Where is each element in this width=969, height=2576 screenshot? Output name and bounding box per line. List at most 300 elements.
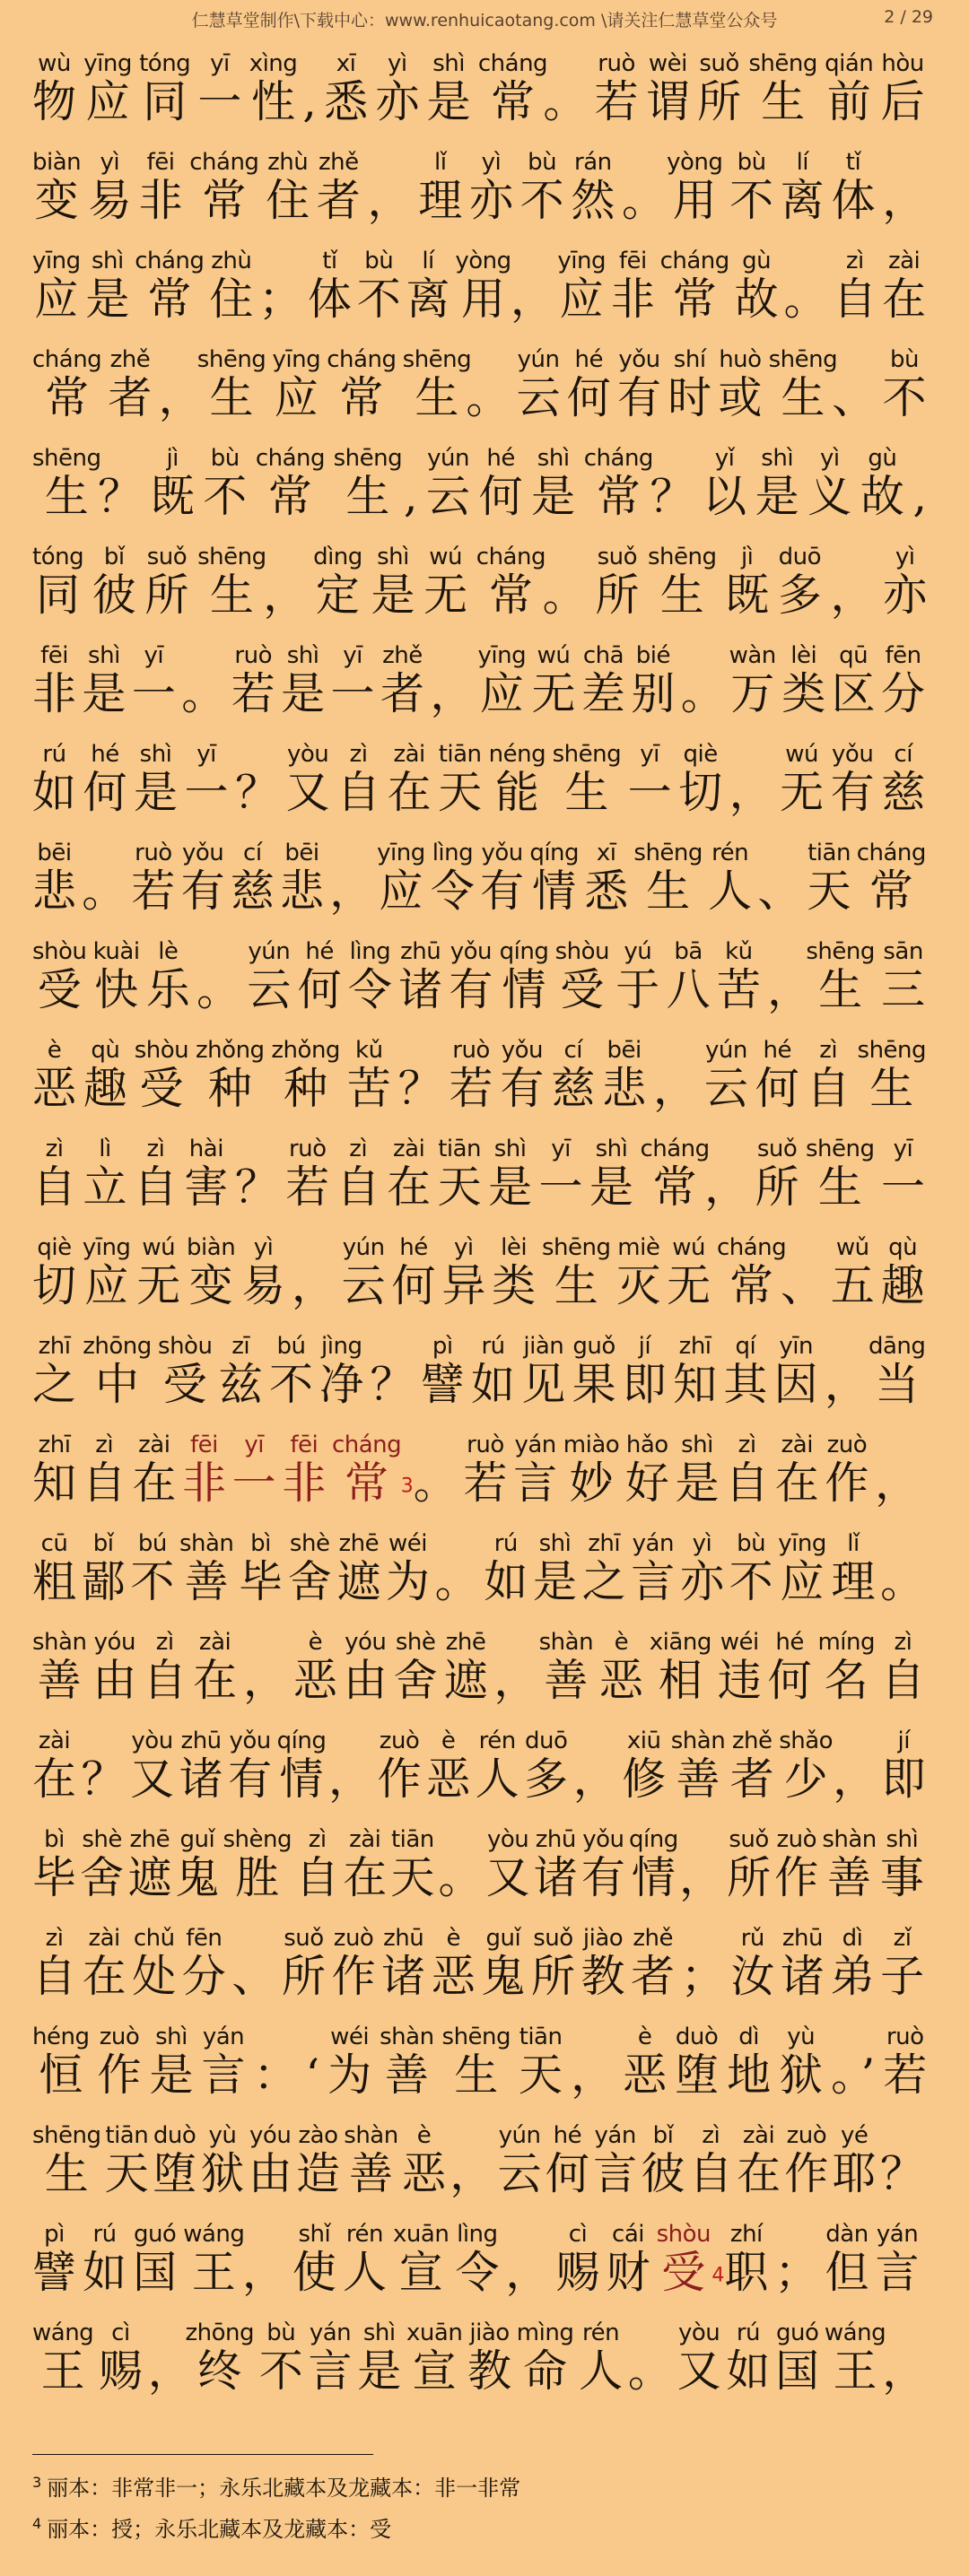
hanzi-char: 不bù: [519, 149, 564, 226]
footnote: [32, 2506, 520, 2547]
hanzi-char: 王wáng: [32, 2319, 94, 2397]
hanzi-char: 常cháng: [331, 1432, 402, 1509]
pinyin: wéi: [717, 1629, 762, 1656]
hanzi-char: 在zài: [387, 1136, 432, 1213]
hanzi-char: 教jiào: [467, 2319, 512, 2397]
hanzi-char: 有yǒu: [616, 346, 661, 423]
pinyin: yù: [779, 2023, 824, 2050]
pinyin: shòu: [158, 1333, 213, 1360]
pinyin: fēi: [181, 1432, 226, 1458]
hanzi-char: 情qíng: [529, 840, 580, 917]
hanzi-char: 应yīng: [32, 248, 81, 325]
pinyin: cháng: [189, 149, 259, 176]
hanzi-char: 常cháng: [640, 1136, 710, 1213]
footnote-number: 3: [32, 2474, 42, 2491]
pinyin: shì: [357, 2319, 402, 2346]
punctuation: ，: [158, 372, 203, 423]
pinyin: shēng: [633, 840, 703, 866]
pinyin: bā: [666, 938, 711, 965]
pinyin: tiān: [438, 741, 483, 768]
hanzi-char: 住zhù: [209, 248, 254, 325]
pinyin: tiān: [807, 840, 851, 866]
pinyin: fēi: [32, 642, 76, 669]
hanzi-char: 区qū: [831, 642, 876, 719]
pinyin: yì: [375, 50, 420, 77]
pinyin: rán: [571, 149, 615, 176]
hanzi-char: 无wú: [667, 1234, 711, 1311]
pinyin: shēng: [805, 1136, 875, 1162]
hanzi-char: 三sān: [881, 938, 926, 1015]
pinyin: zì: [880, 1629, 925, 1656]
pinyin: zhǒng: [271, 1037, 340, 1064]
text-line: [32, 135, 947, 233]
pinyin: suǒ: [697, 50, 742, 77]
pinyin: shì: [755, 445, 799, 472]
pinyin: yì: [808, 445, 852, 472]
hanzi-char: 悉xī: [324, 50, 369, 127]
pinyin: lí: [406, 248, 450, 274]
pinyin: shēng: [768, 346, 838, 373]
pinyin: bú: [268, 1333, 313, 1360]
pinyin: cū: [32, 1530, 76, 1557]
pinyin: bù: [882, 346, 927, 373]
pinyin: yòng: [667, 149, 723, 176]
pinyin: shàn: [344, 2122, 398, 2149]
hanzi-char: 是shì: [531, 445, 576, 522]
pinyin: wáng: [824, 2319, 886, 2346]
pinyin: shēng: [748, 50, 817, 77]
punctuation: 。: [543, 76, 588, 127]
punctuation: ；: [774, 2247, 819, 2298]
pinyin: cháng: [135, 248, 205, 274]
pinyin: duò: [153, 2122, 197, 2149]
punctuation: ，: [450, 2148, 494, 2199]
hanzi-char: 常cháng: [583, 445, 653, 522]
pinyin: shì: [149, 2023, 194, 2050]
punctuation: ，: [704, 1162, 749, 1213]
pinyin: shì: [134, 741, 179, 768]
pinyin: qū: [831, 642, 876, 669]
pinyin: zhū: [533, 1826, 578, 1853]
hanzi-char: 有yǒu: [228, 1727, 273, 1805]
hanzi-char: 狱yù: [200, 2122, 245, 2199]
pinyin: rú: [32, 741, 77, 768]
pinyin: rú: [484, 1530, 528, 1557]
hanzi-char: 胜shèng: [223, 1826, 292, 1903]
pinyin: kǔ: [346, 1037, 391, 1064]
pinyin: rén: [708, 840, 753, 866]
hanzi-char: 毕bì: [239, 1530, 284, 1607]
pinyin: shēng: [806, 938, 875, 965]
pinyin: shǐ: [292, 2221, 336, 2248]
text-line: [32, 1614, 947, 1713]
hanzi-char: 是shì: [675, 1432, 720, 1509]
punctuation: ，: [571, 2049, 615, 2101]
text-line: [32, 727, 947, 825]
hanzi-char: 一yī: [131, 642, 176, 719]
pinyin: fēi: [138, 149, 183, 176]
hanzi-char: 是shì: [488, 1136, 533, 1213]
pinyin: hé: [83, 741, 127, 768]
pinyin: zhù: [266, 149, 310, 176]
hanzi-char: 诸zhū: [533, 1826, 578, 1903]
hanzi-char: 不bù: [729, 1530, 773, 1607]
punctuation: ，: [241, 2247, 286, 2298]
pinyin: ruò: [463, 1432, 508, 1458]
hanzi-char: 堕duò: [153, 2122, 197, 2199]
hanzi-char: 应yīng: [83, 50, 132, 127]
punctuation: ，: [263, 570, 308, 621]
pinyin: jí: [622, 1333, 667, 1360]
pinyin: yún: [703, 1037, 748, 1064]
pinyin: shēng: [196, 346, 266, 373]
pinyin: yún: [426, 445, 471, 472]
hanzi-char: 造zào: [295, 2122, 340, 2199]
pinyin: zhī: [32, 1333, 77, 1360]
hanzi-char: 狱yù: [779, 2023, 824, 2101]
pinyin: qíng: [629, 1826, 678, 1853]
hanzi-char: 一yī: [184, 741, 229, 818]
pinyin: yì: [241, 1234, 285, 1261]
punctuation: ：: [253, 2049, 298, 2101]
hanzi-char: 八bā: [666, 938, 711, 1015]
pinyin: yīng: [83, 50, 132, 77]
hanzi-char: 分fēn: [181, 1925, 226, 2002]
hanzi-char: 自zì: [143, 1629, 188, 1706]
pinyin: yǒu: [581, 1826, 625, 1853]
pinyin: bēi: [602, 1037, 647, 1064]
hanzi-char: 非fēi: [32, 642, 77, 719]
hanzi-char: 云yún: [247, 938, 292, 1015]
pinyin: shàn: [179, 1530, 234, 1557]
hanzi-char: 若ruò: [463, 1432, 508, 1509]
pinyin: zhù: [209, 248, 254, 274]
pinyin: cí: [551, 1037, 596, 1064]
hanzi-char: 子zǐ: [880, 1925, 925, 2002]
text-line: [32, 1023, 947, 1121]
pinyin: ruò: [594, 50, 639, 77]
hanzi-char: 教jiào: [581, 1925, 625, 2002]
pinyin: yòu: [285, 741, 330, 768]
hanzi-char: 云yún: [703, 1037, 748, 1114]
hanzi-char: 是shì: [281, 642, 326, 719]
pinyin: yī: [330, 642, 375, 669]
punctuation: 。: [627, 2345, 672, 2397]
hanzi-char: 受shòu: [134, 1037, 189, 1114]
pinyin: zài: [387, 1136, 432, 1162]
hanzi-char: 耶yé: [832, 2122, 877, 2199]
pinyin: bǐ: [81, 1530, 126, 1557]
hanzi-char: 在zài: [882, 248, 927, 325]
pinyin: zài: [737, 2122, 781, 2149]
hanzi-char: 自zì: [32, 1136, 77, 1213]
pinyin: fēi: [282, 1432, 327, 1458]
punctuation: ？: [879, 2148, 924, 2199]
hanzi-char: 善shàn: [538, 1629, 594, 1706]
hanzi-char: 恶è: [431, 1925, 476, 2002]
pinyin: yóu: [92, 1629, 137, 1656]
hanzi-char: 如rú: [471, 1333, 516, 1410]
pinyin: chā: [581, 642, 625, 669]
hanzi-char: 鬼guǐ: [175, 1826, 220, 1903]
hanzi-char: 人rén: [342, 2221, 387, 2298]
pinyin: zì: [336, 741, 381, 768]
pinyin: yán: [593, 2122, 638, 2149]
pinyin: qíng: [276, 1727, 327, 1754]
hanzi-char: 受shòu: [656, 2221, 711, 2298]
pinyin: shàn: [538, 1629, 594, 1656]
hanzi-char: 譬pì: [32, 2221, 77, 2298]
pinyin: cháng: [255, 445, 326, 472]
hanzi-char: 恶è: [623, 2023, 668, 2101]
hanzi-char: 亦yì: [468, 149, 513, 226]
pinyin: hé: [767, 1629, 812, 1656]
pinyin: yī: [197, 50, 242, 77]
hanzi-char: 堕duò: [675, 2023, 720, 2101]
punctuation: ，: [729, 767, 773, 818]
pinyin: yì: [441, 1234, 486, 1261]
hanzi-char: 若ruò: [883, 2023, 928, 2101]
hanzi-char: 善shàn: [822, 1826, 877, 1903]
hanzi-char: 相xiāng: [649, 1629, 711, 1706]
hanzi-char: 云yún: [497, 2122, 542, 2199]
hanzi-char: 住zhù: [266, 149, 310, 226]
pinyin: lì: [83, 1136, 127, 1162]
hanzi-char: 恶è: [598, 1629, 643, 1706]
pinyin: zhě: [729, 1727, 774, 1754]
hanzi-char: 事shì: [879, 1826, 924, 1903]
pinyin: guó: [775, 2319, 820, 2346]
pinyin: bì: [32, 1826, 77, 1853]
hanzi-char: 王wáng: [183, 2221, 245, 2298]
punctuation: ，: [833, 1754, 877, 1805]
punctuation: ，: [505, 2247, 550, 2298]
hanzi-char: 不bù: [258, 2319, 303, 2397]
pinyin: lèi: [781, 642, 826, 669]
pinyin: tǐ: [831, 149, 876, 176]
hanzi-char: 财cái: [606, 2221, 650, 2298]
pinyin: cháng: [477, 50, 548, 77]
pinyin: hé: [391, 1234, 436, 1261]
hanzi-char: 类lèi: [781, 642, 826, 719]
hanzi-char: 由yóu: [92, 1629, 137, 1706]
pinyin: hài: [184, 1136, 229, 1162]
punctuation: 。: [622, 175, 667, 226]
pinyin: cí: [230, 840, 275, 866]
punctuation: 、: [832, 372, 877, 423]
pinyin: wáng: [183, 2221, 245, 2248]
pinyin: è: [292, 1629, 337, 1656]
hanzi-char: 时shí: [668, 346, 712, 423]
hanzi-char: 宣xuān: [406, 2319, 463, 2397]
pinyin: dāng: [868, 1333, 926, 1360]
hanzi-char: 如rú: [32, 741, 77, 818]
hanzi-char: 若ruò: [594, 50, 639, 127]
punctuation: 。: [783, 274, 828, 325]
hanzi-char: 是shì: [85, 248, 130, 325]
pinyin: bù: [729, 1530, 773, 1557]
hanzi-char: 是shì: [755, 445, 799, 522]
hanzi-char: 有yǒu: [581, 1826, 625, 1903]
pinyin: zhū: [398, 938, 443, 965]
pinyin: xiū: [622, 1727, 667, 1754]
pinyin: zuò: [377, 1727, 422, 1754]
pinyin: yī: [627, 741, 672, 768]
hanzi-char: 净jìng: [319, 1333, 364, 1410]
pinyin: shàn: [32, 1629, 87, 1656]
footnotes: [32, 2465, 520, 2547]
hanzi-char: 前qián: [825, 50, 874, 127]
pinyin: tiān: [519, 2023, 563, 2050]
hanzi-char: 离lí: [780, 149, 825, 226]
pinyin: cháng: [583, 445, 653, 472]
pinyin: mìng: [516, 2319, 574, 2346]
pinyin: dìng: [313, 544, 362, 570]
punctuation: ，: [367, 175, 412, 226]
pinyin: zuò: [331, 1925, 376, 1952]
hanzi-char: 用yòng: [667, 149, 723, 226]
hanzi-char: 变biàn: [187, 1234, 236, 1311]
hanzi-char: 若ruò: [449, 1037, 493, 1114]
pinyin: bù: [203, 445, 248, 472]
hanzi-char: 又yòu: [285, 741, 330, 818]
pinyin: pì: [420, 1333, 465, 1360]
punctuation: 。: [831, 2049, 853, 2101]
hanzi-char: 非fēi: [610, 248, 655, 325]
hanzi-char: 然rán: [571, 149, 615, 226]
hanzi-char: 中zhōng: [83, 1333, 152, 1410]
hanzi-char: 作zuò: [774, 1826, 819, 1903]
pinyin: guó: [133, 2221, 178, 2248]
hanzi-char: 又yòu: [130, 1727, 175, 1805]
hanzi-char: 生shēng: [647, 544, 717, 621]
pinyin: yīng: [557, 248, 606, 274]
pinyin: ruò: [231, 642, 275, 669]
hanzi-char: 恒héng: [32, 2023, 90, 2101]
hanzi-char: 善shàn: [344, 2122, 398, 2199]
pinyin: rú: [83, 2221, 127, 2248]
pinyin: shì: [879, 1826, 924, 1853]
punctuation: 。: [880, 1556, 925, 1607]
pinyin: yán: [631, 1530, 676, 1557]
hanzi-char: 即jí: [622, 1333, 667, 1410]
hanzi-char: 亦yì: [375, 50, 420, 127]
hanzi-char: 诸zhū: [780, 1925, 825, 2002]
hanzi-char: 名míng: [817, 1629, 876, 1706]
hanzi-char: 一yī: [627, 741, 672, 818]
hanzi-char: 言yán: [513, 1432, 558, 1509]
hanzi-char: 若ruò: [131, 840, 176, 917]
pinyin: qiè: [32, 1234, 77, 1261]
pinyin: wéi: [386, 1530, 431, 1557]
hanzi-char: 舍shè: [287, 1530, 332, 1607]
punctuation: ，: [830, 570, 875, 621]
pinyin: yún: [497, 2122, 542, 2149]
hanzi-char: 其qí: [723, 1333, 768, 1410]
pinyin: sān: [881, 938, 926, 965]
pinyin: zì: [725, 1432, 770, 1458]
text-line: [32, 233, 947, 332]
hanzi-char: 变biàn: [32, 149, 82, 226]
pinyin: yī: [231, 1432, 276, 1458]
pinyin: yé: [832, 2122, 877, 2149]
pinyin: ruò: [285, 1136, 330, 1162]
pinyin: jiàn: [521, 1333, 566, 1360]
hanzi-char: 人rén: [475, 1727, 519, 1805]
pinyin: shòu: [134, 1037, 189, 1064]
pinyin: shì: [531, 445, 576, 472]
punctuation: ‘: [305, 2049, 320, 2101]
hanzi-char: 生shēng: [806, 938, 875, 1015]
hanzi-char: 分fēn: [881, 642, 926, 719]
hanzi-char: 恶è: [292, 1629, 337, 1706]
pinyin: shēng: [541, 1234, 611, 1261]
pinyin: shì: [532, 1530, 577, 1557]
hanzi-char: 立lì: [83, 1136, 127, 1213]
punctuation: ？: [234, 1162, 279, 1213]
hanzi-char: 当dāng: [868, 1333, 926, 1410]
hanzi-char: 彼bǐ: [641, 2122, 685, 2199]
hanzi-char: 舍shè: [80, 1826, 125, 1903]
pinyin: zài: [387, 741, 432, 768]
pinyin: chǔ: [132, 1925, 177, 1952]
text-line: [32, 2009, 947, 2108]
hanzi-char: 谓wèi: [645, 50, 690, 127]
hanzi-char: 受shòu: [158, 1333, 213, 1410]
hanzi-char: 应yīng: [557, 248, 606, 325]
hanzi-char: 知zhī: [673, 1333, 718, 1410]
pinyin: zuò: [97, 2023, 142, 2050]
pinyin: wù: [32, 50, 76, 77]
hanzi-char: 生shēng: [402, 346, 472, 423]
hanzi-char: 所suǒ: [144, 544, 189, 621]
pinyin: shàn: [670, 1727, 726, 1754]
pinyin: shàn: [380, 2023, 434, 2050]
hanzi-char: 在zài: [82, 1925, 127, 2002]
hanzi-char: 无wú: [531, 642, 576, 719]
hanzi-char: 异yì: [441, 1234, 486, 1311]
hanzi-char: 天tiān: [438, 741, 483, 818]
pinyin: hé: [755, 1037, 799, 1064]
pinyin: è: [401, 2122, 446, 2149]
pinyin: shì: [675, 1432, 720, 1458]
pinyin: suǒ: [530, 1925, 575, 1952]
hanzi-char: 何hé: [391, 1234, 436, 1311]
hanzi-char: 善shàn: [32, 1629, 87, 1706]
hanzi-char: 同tóng: [32, 544, 84, 621]
pinyin: yún: [247, 938, 292, 965]
pinyin: yún: [341, 1234, 386, 1261]
hanzi-char: 但dàn: [825, 2221, 869, 2298]
hanzi-char: 多duō: [524, 1727, 569, 1805]
hanzi-char: 所suǒ: [595, 544, 640, 621]
hanzi-char: 自zì: [133, 1136, 178, 1213]
hanzi-char: 非fēi: [181, 1432, 226, 1509]
hanzi-char: 若ruò: [285, 1136, 330, 1213]
pinyin: fēi: [610, 248, 655, 274]
hanzi-char: 生shēng: [441, 2023, 511, 2101]
pinyin: lèi: [492, 1234, 537, 1261]
pinyin: kuài: [92, 938, 140, 965]
pinyin: yīng: [778, 1530, 826, 1557]
pinyin: zài: [774, 1432, 819, 1458]
pinyin: shòu: [554, 938, 610, 965]
pinyin: wú: [667, 1234, 711, 1261]
hanzi-char: 由yóu: [343, 1629, 388, 1706]
pinyin: pì: [32, 2221, 77, 2248]
pinyin: lìng: [347, 938, 392, 965]
pinyin: ruò: [449, 1037, 493, 1064]
